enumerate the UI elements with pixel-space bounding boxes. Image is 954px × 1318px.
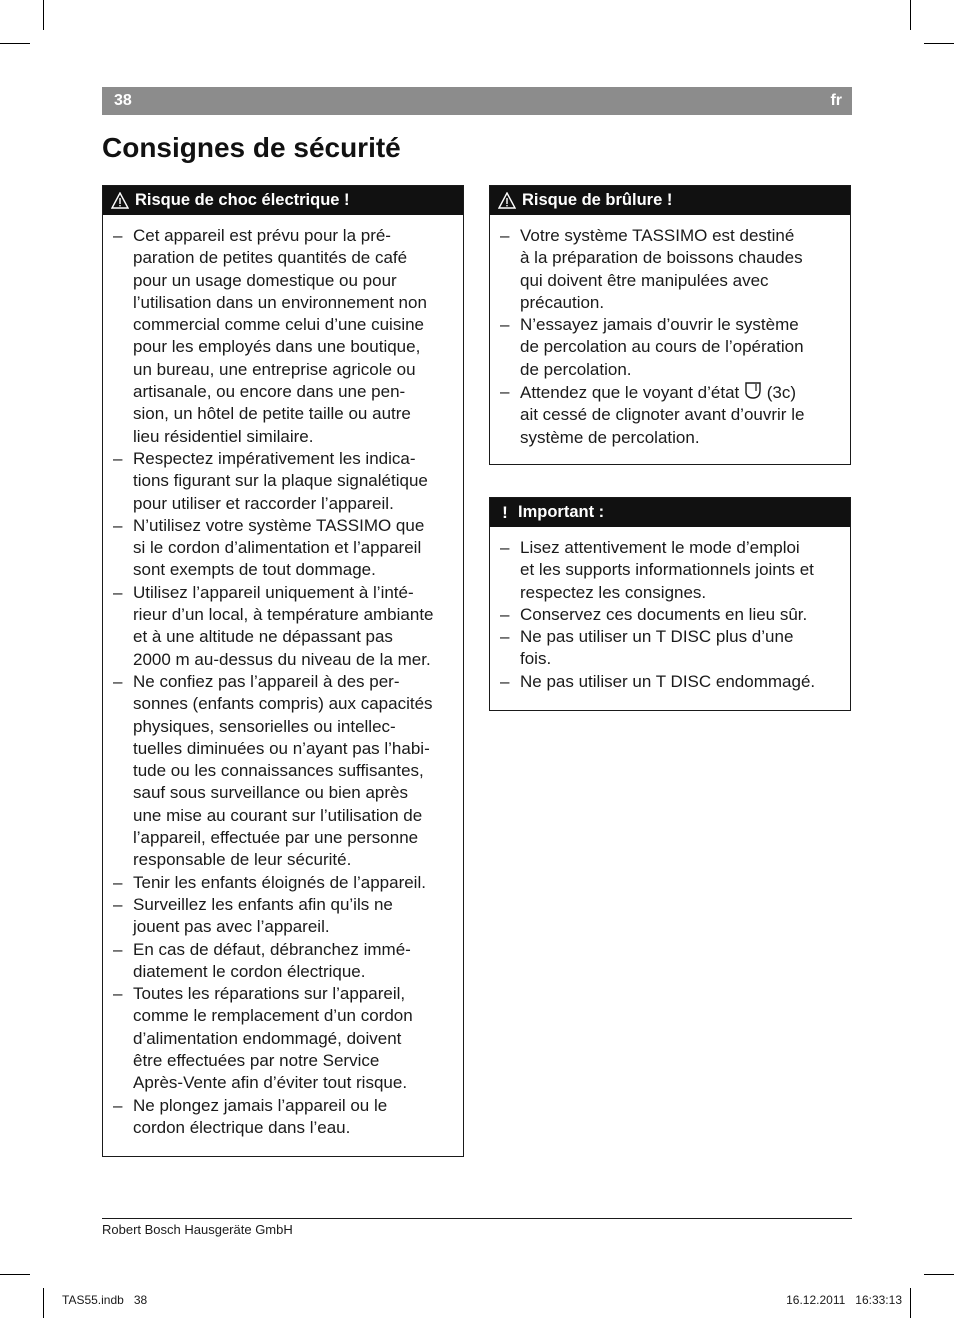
- file-info: TAS55.indb 38: [62, 1293, 148, 1307]
- crop-mark: [0, 1274, 30, 1275]
- list-item: – Tenir les enfants éloignés de l’appareil.: [113, 872, 459, 894]
- important-list: [490, 527, 850, 693]
- list-item: – Ne confiez pas l’appareil à des per- sonnes (enfants compris) aux capacités physiques, sensorielles ou intellec- tuelles diminuées ou n’ayant pas l’habi- tude ou les connaissances suffisantes, sauf sous surveillance ou bien après une mise au courant sur l’utilisation de l’appareil, effectuée par une personne responsable de leur sécurité.: [113, 671, 459, 872]
- crop-mark: [910, 0, 911, 30]
- exclamation-icon: !: [502, 502, 508, 522]
- list-item: – N’utilisez votre système TASSIMO que si le cordon d’alimentation et l’appareil sont exempts de tout dommage.: [113, 515, 459, 582]
- print-date: 16.12.2011 16:33:13: [786, 1293, 902, 1307]
- list-item: – Lisez attentivement le mode d’emploi et les supports informationnels joints et respectez les consignes.: [500, 537, 846, 604]
- important-header: [490, 498, 850, 527]
- warning-triangle-icon: [498, 192, 516, 209]
- list-item: – Ne plongez jamais l’appareil ou le cordon électrique dans l’eau.: [113, 1095, 459, 1140]
- warning-triangle-icon: [111, 192, 129, 209]
- burn-warning-title: Risque de brûlure !: [522, 191, 673, 209]
- page-header-bar: [102, 87, 852, 115]
- list-item: – En cas de défaut, débranchez immé- diatement le cordon électrique.: [113, 939, 459, 984]
- list-item: – Ne pas utiliser un T DISC endommagé.: [500, 671, 846, 693]
- crop-mark: [910, 1288, 911, 1318]
- crop-mark: [924, 43, 954, 44]
- important-title: Important :: [518, 503, 605, 521]
- status-item-text-after: (3c) ait cessé de clignoter avant d’ouvrir le système de percolation.: [520, 383, 805, 447]
- shock-warning-box: [102, 185, 464, 1157]
- list-item: – N’essayez jamais d’ouvrir le système de percolation au cours de l’opération de percolation.: [500, 314, 846, 381]
- list-item: – Ne pas utiliser un T DISC plus d’une fois.: [500, 626, 846, 671]
- status-item-text-before: Attendez que le voyant d’état: [520, 383, 744, 403]
- list-item: – Surveillez les enfants afin qu’ils ne jouent pas avec l’appareil.: [113, 894, 459, 939]
- list-item: – Respectez impérativement les indica- tions figurant sur la plaque signalétique pour utiliser et raccorder l’appareil.: [113, 448, 459, 515]
- footer-divider: [102, 1218, 852, 1219]
- list-item: – Toutes les réparations sur l’appareil, comme le remplacement d’un cordon d’alimentation endommagé, doivent être effectuées par notre Service Après-Vente afin d’éviter tout risque.: [113, 983, 459, 1094]
- burn-warning-header: [490, 186, 850, 215]
- list-item: – Cet appareil est prévu pour la pré- paration de petites quantités de café pour un usage domestique ou pour l’utilisation dans un environnement non commercial comme celui d’une cuisine pour les employés dans une boutique, un bureau, une entreprise agricole ou artisanale, ou encore dans une pen- sion, un hôtel de petite taille ou autre lieu résidentiel similaire.: [113, 225, 459, 448]
- burn-warning-box: [489, 185, 851, 465]
- shock-warning-header: [103, 186, 463, 215]
- list-item: [500, 381, 846, 449]
- burn-warning-list: [490, 215, 850, 449]
- page-number: 38: [114, 92, 132, 109]
- crop-mark: [43, 1288, 44, 1318]
- crop-mark: [0, 43, 30, 44]
- cup-status-icon: [744, 381, 762, 401]
- shock-warning-title: Risque de choc électrique !: [135, 191, 350, 209]
- shock-warning-list: [103, 215, 463, 1139]
- crop-mark: [43, 0, 44, 30]
- important-box: [489, 497, 851, 711]
- company-name: Robert Bosch Hausgeräte GmbH: [102, 1222, 293, 1237]
- list-item: – Utilisez l’appareil uniquement à l’inté- rieur d’un local, à température ambiante et à une altitude ne dépassant pas 2000 m au-dessus du niveau de la mer.: [113, 582, 459, 671]
- page-title: Consignes de sécurité: [102, 132, 401, 163]
- list-item: – Conservez ces documents en lieu sûr.: [500, 604, 846, 626]
- language-code: fr: [830, 92, 842, 109]
- list-item: – Votre système TASSIMO est destiné à la préparation de boissons chaudes qui doivent être manipulées avec précaution.: [500, 225, 846, 314]
- crop-mark: [924, 1274, 954, 1275]
